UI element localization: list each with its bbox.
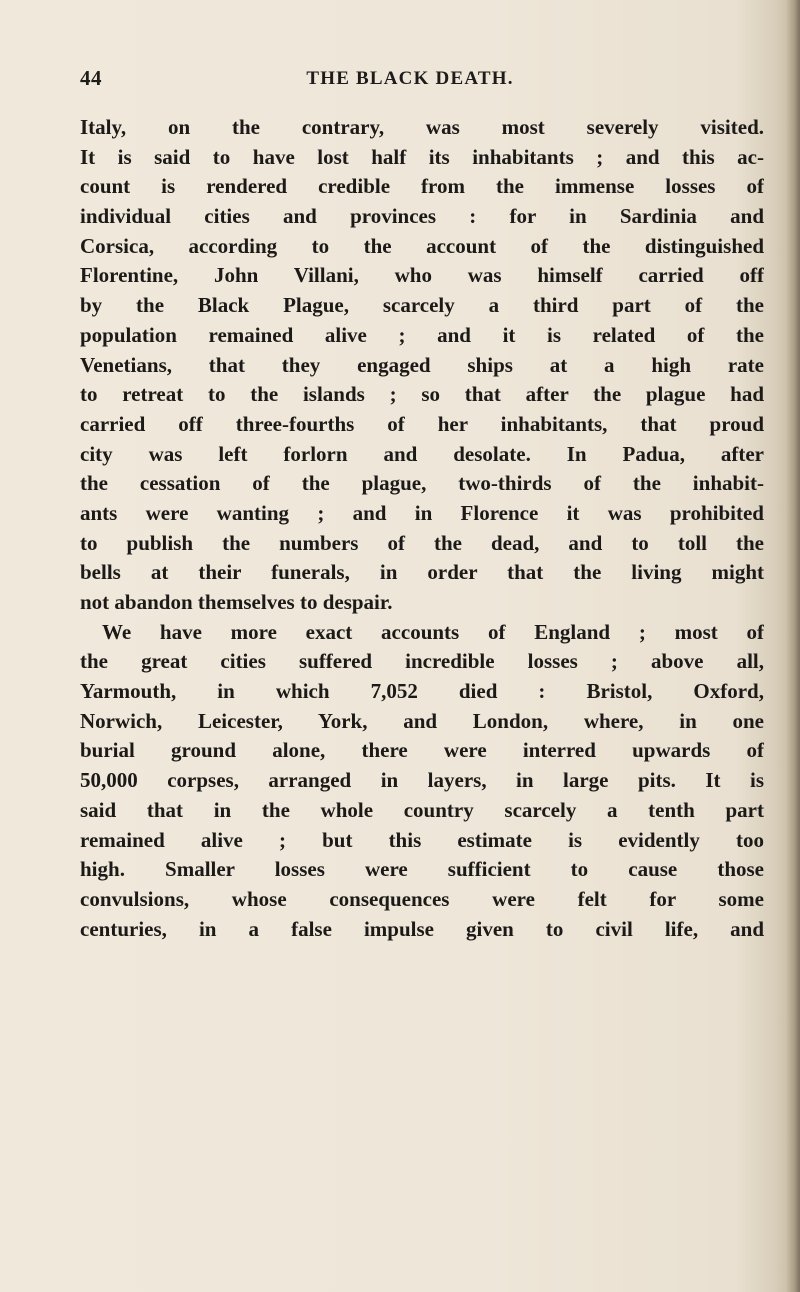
page-number: 44 — [80, 66, 102, 90]
text-line: the great cities suffered incredible losses ; above all, — [80, 649, 764, 674]
text-line: We have more exact accounts of England ; most of — [102, 619, 764, 644]
text-line: individual cities and provinces : for in Sardinia and — [80, 204, 764, 229]
text-line: 50,000 corpses, arranged in layers, in large pits. It is — [80, 768, 764, 793]
paragraph — [80, 618, 764, 945]
text-line: said that in the whole country scarcely a tenth part — [80, 797, 764, 822]
text-line: to retreat to the islands ; so that after the plague had — [80, 382, 764, 407]
text-line: burial ground alone, there were interred upwards of — [80, 738, 764, 763]
body-text — [80, 113, 764, 944]
paragraph — [80, 113, 764, 618]
text-line: population remained alive ; and it is related of the — [80, 322, 764, 347]
running-title: THE BLACK DEATH. — [306, 68, 514, 89]
text-line: ants were wanting ; and in Florence it was prohibited — [80, 500, 764, 525]
text-line: Venetians, that they engaged ships at a high rate — [80, 352, 764, 377]
text-line: Yarmouth, in which 7,052 died : Bristol, Oxford, — [80, 679, 764, 704]
text-line: Florentine, John Villani, who was himself carried off — [80, 263, 764, 288]
text-line: Norwich, Leicester, York, and London, where, in one — [80, 708, 764, 733]
text-line: to publish the numbers of the dead, and to toll the — [80, 530, 764, 555]
text-line: city was left forlorn and desolate. In Padua, after — [80, 441, 764, 466]
text-line: Italy, on the contrary, was most severely visited. — [80, 115, 764, 139]
text-line: remained alive ; but this estimate is evidently too — [80, 827, 764, 852]
text-line: Corsica, according to the account of the distinguished — [80, 233, 764, 258]
text-line: carried off three-fourths of her inhabitants, that proud — [80, 411, 764, 436]
text-line: It is said to have lost half its inhabitants ; and this ac- — [80, 144, 764, 169]
text-line: convulsions, whose consequences were felt for some — [80, 886, 764, 911]
text-line: not abandon themselves to despair. — [80, 590, 393, 614]
text-line: high. Smaller losses were sufficient to cause those — [80, 857, 764, 882]
text-line: the cessation of the plague, two-thirds of the inhabit- — [80, 471, 764, 496]
text-line: count is rendered credible from the immense losses of — [80, 174, 764, 199]
page-header — [80, 66, 760, 96]
page-edge-shadow — [786, 0, 800, 1292]
text-line: centuries, in a false impulse given to civil life, and — [80, 916, 764, 941]
text-line: by the Black Plague, scarcely a third part of the — [80, 293, 764, 318]
text-line: bells at their funerals, in order that the living might — [80, 560, 764, 585]
